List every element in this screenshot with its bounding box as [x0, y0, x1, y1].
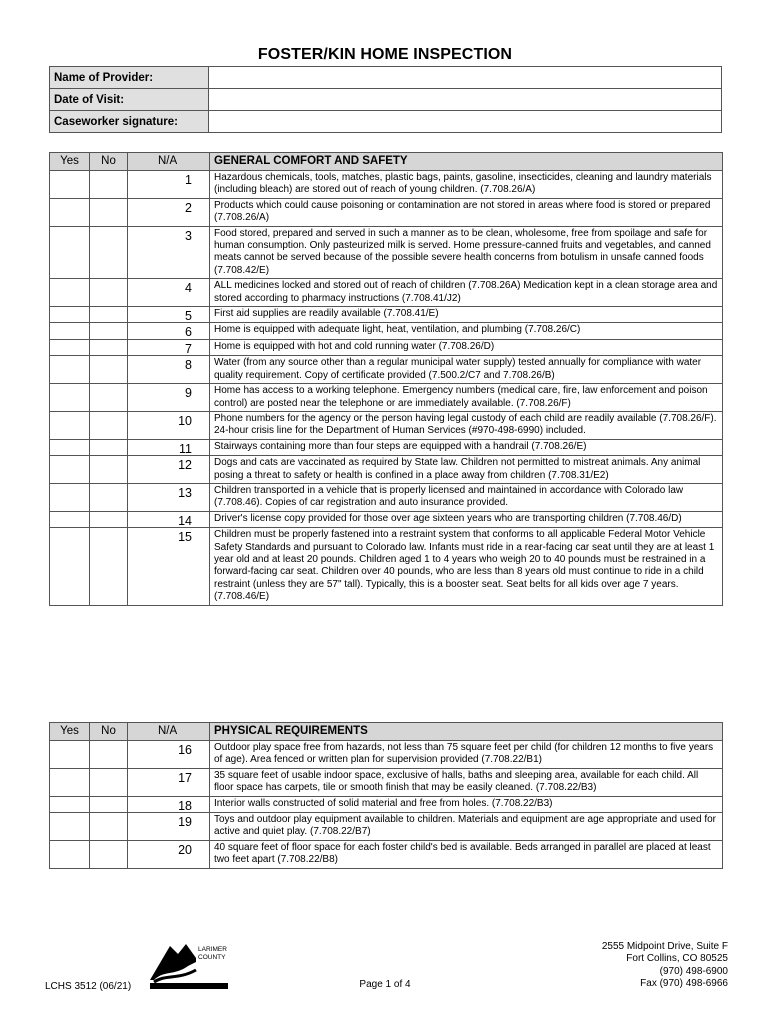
yes-checkbox[interactable]	[50, 456, 90, 484]
yes-checkbox[interactable]	[50, 384, 90, 412]
checklist-row	[50, 384, 723, 412]
yes-checkbox[interactable]	[50, 768, 90, 796]
item-text: Outdoor play space free from hazards, not less than 75 square feet per child (for children 12 months to five years of age). Area fenced or written plan for supervision provided (7.708.22/B1)	[210, 741, 723, 769]
fax-line: Fax (970) 498-6966	[640, 977, 728, 989]
section-heading: GENERAL COMFORT AND SAFETY	[210, 153, 723, 171]
checklist-row	[50, 483, 723, 511]
provider-name-field[interactable]	[209, 67, 722, 89]
item-number[interactable]: 20	[128, 840, 210, 868]
yes-checkbox[interactable]	[50, 796, 90, 812]
no-checkbox[interactable]	[90, 511, 128, 527]
no-checkbox[interactable]	[90, 796, 128, 812]
logo-text-line-1: LARIMER	[198, 946, 227, 953]
no-checkbox[interactable]	[90, 307, 128, 323]
no-checkbox[interactable]	[90, 741, 128, 769]
no-checkbox[interactable]	[90, 323, 128, 339]
phone-line: (970) 498-6900	[659, 965, 728, 977]
item-text: Phone numbers for the agency or the person having legal custody of each child are readily available (7.708.26/F). 24-hour crisis line for the Department of Human Services (#970-498-6990) included.	[210, 411, 723, 439]
item-text: Dogs and cats are vaccinated as required by State law. Children not permitted to mistreat animals. Any animal posing a threat to safety or health is confined in a place away from children (7.708.31/E2)	[210, 456, 723, 484]
na-column-header: N/A	[128, 723, 210, 741]
no-checkbox[interactable]	[90, 813, 128, 841]
item-text: Home has access to a working telephone. Emergency numbers (medical care, fire, law enforcement and poison control) are posted near the telephone or are immediately available. (7.708.26/F)	[210, 384, 723, 412]
yes-checkbox[interactable]	[50, 171, 90, 199]
checklist-row	[50, 226, 723, 279]
item-text: Products which could cause poisoning or contamination are not stored in areas where food is stored or prepared (7.708.26/A)	[210, 198, 723, 226]
checklist-row	[50, 198, 723, 226]
yes-checkbox[interactable]	[50, 279, 90, 307]
item-number[interactable]: 18	[128, 796, 210, 812]
checklist-row	[50, 279, 723, 307]
no-checkbox[interactable]	[90, 171, 128, 199]
yes-checkbox[interactable]	[50, 528, 90, 605]
checklist-row	[50, 323, 723, 339]
yes-column-header: Yes	[50, 723, 90, 741]
no-checkbox[interactable]	[90, 456, 128, 484]
no-checkbox[interactable]	[90, 439, 128, 455]
no-checkbox[interactable]	[90, 384, 128, 412]
na-column-header: N/A	[128, 153, 210, 171]
checklist-row	[50, 813, 723, 841]
no-checkbox[interactable]	[90, 198, 128, 226]
checklist-row	[50, 411, 723, 439]
no-column-header: No	[90, 153, 128, 171]
item-number[interactable]: 16	[128, 741, 210, 769]
item-text: 35 square feet of usable indoor space, exclusive of halls, baths and sleeping area, available for each child. All floor space has carpets, tile or smooth finish that may be easily cleaned. (7.708.22/B3)	[210, 768, 723, 796]
yes-checkbox[interactable]	[50, 226, 90, 279]
item-number[interactable]: 19	[128, 813, 210, 841]
item-number[interactable]: 15	[128, 528, 210, 605]
yes-checkbox[interactable]	[50, 323, 90, 339]
form-id: LCHS 3512 (06/21)	[45, 981, 132, 992]
page-title: FOSTER/KIN HOME INSPECTION	[257, 46, 513, 63]
item-text: Toys and outdoor play equipment available to children. Materials and equipment are age appropriate and used for active and quiet play. (7.708.22/B7)	[210, 813, 723, 841]
general-safety-table	[49, 152, 723, 606]
agency-address	[602, 941, 728, 990]
checklist-row	[50, 439, 723, 455]
yes-column-header: Yes	[50, 153, 90, 171]
checklist-row	[50, 840, 723, 868]
item-text: Children must be properly fastened into a restraint system that conforms to all applicable Federal Motor Vehicle Safety Standards and pursuant to Colorado law. Infants must ride in a rear-facing car seat until they are at least 1 year old and at least 20 pounds. Children aged 1 to 4 years who weigh 20 to 40 pounds must be restrained in a forward-facing car seat. Children over 40 pounds, who are less than 8 years old must continue to ride in a child restraint (unless they are 57" tall). Typically, this is a booster seat. Seat belts for all kids over age 7 years. (7.708.46/E)	[210, 528, 723, 605]
item-number[interactable]: 17	[128, 768, 210, 796]
no-checkbox[interactable]	[90, 483, 128, 511]
no-checkbox[interactable]	[90, 356, 128, 384]
item-text: ALL medicines locked and stored out of reach of children (7.708.26A) Medication kept in a clean storage area and stored according to pharmacy instructions (7.708.41/J2)	[210, 279, 723, 307]
caseworker-signature-field[interactable]	[209, 111, 722, 133]
provider-name-label: Name of Provider:	[50, 67, 209, 89]
visit-date-label: Date of Visit:	[50, 89, 209, 111]
caseworker-signature-label: Caseworker signature:	[50, 111, 209, 133]
yes-checkbox[interactable]	[50, 439, 90, 455]
item-text: Interior walls constructed of solid material and free from holes. (7.708.22/B3)	[210, 796, 723, 812]
item-number[interactable]: 6	[128, 323, 210, 339]
address-line-2: Fort Collins, CO 80525	[626, 953, 728, 965]
yes-checkbox[interactable]	[50, 483, 90, 511]
item-number[interactable]: 14	[128, 511, 210, 527]
checklist-row	[50, 768, 723, 796]
checklist-row	[50, 511, 723, 527]
yes-checkbox[interactable]	[50, 339, 90, 355]
item-number[interactable]: 11	[128, 439, 210, 455]
item-number[interactable]: 9	[128, 384, 210, 412]
checklist-row	[50, 339, 723, 355]
checklist-row	[50, 796, 723, 812]
section-heading: PHYSICAL REQUIREMENTS	[210, 723, 723, 741]
item-text: Water (from any source other than a regular municipal water supply) tested annually for compliance with water quality requirement. Copy of certificate provided (7.500.2/C7 and 7.708.26/B)	[210, 356, 723, 384]
checklist-row	[50, 307, 723, 323]
yes-checkbox[interactable]	[50, 511, 90, 527]
item-text: Stairways containing more than four steps are equipped with a handrail (7.708.26/E)	[210, 439, 723, 455]
item-number[interactable]: 13	[128, 483, 210, 511]
item-number[interactable]: 10	[128, 411, 210, 439]
no-checkbox[interactable]	[90, 528, 128, 605]
no-checkbox[interactable]	[90, 768, 128, 796]
item-number[interactable]: 4	[128, 279, 210, 307]
item-number[interactable]: 5	[128, 307, 210, 323]
no-checkbox[interactable]	[90, 279, 128, 307]
yes-checkbox[interactable]	[50, 411, 90, 439]
item-text: Hazardous chemicals, tools, matches, plastic bags, paints, gasoline, insecticides, cleaning and laundry materials (including bleach) are stored out of reach of young children. (7.708.26/A)	[210, 171, 723, 199]
no-checkbox[interactable]	[90, 339, 128, 355]
item-number[interactable]: 2	[128, 198, 210, 226]
address-line-1: 2555 Midpoint Drive, Suite F	[601, 941, 728, 952]
item-text: Home is equipped with hot and cold running water (7.708.26/D)	[210, 339, 723, 355]
item-number[interactable]: 1	[128, 171, 210, 199]
no-checkbox[interactable]	[90, 411, 128, 439]
checklist-row	[50, 171, 723, 199]
item-number[interactable]: 8	[128, 356, 210, 384]
physical-requirements-table	[49, 722, 723, 869]
item-number[interactable]: 12	[128, 456, 210, 484]
no-checkbox[interactable]	[90, 226, 128, 279]
checklist-row	[50, 528, 723, 605]
item-text: Food stored, prepared and served in such a manner as to be clean, wholesome, free from spoilage and safe for human consumption. Only pasteurized milk is served. Home pressure-canned fruits and vegetables, and canned meats cannot be served because of the possible severe health concerns from botulism in unsafe canned foods (7.708.42/E)	[210, 226, 723, 279]
yes-checkbox[interactable]	[50, 741, 90, 769]
item-text: Home is equipped with adequate light, heat, ventilation, and plumbing (7.708.26/C)	[210, 323, 723, 339]
item-text: Driver's license copy provided for those over age sixteen years who are transporting children (7.708.46/D)	[210, 511, 723, 527]
page-number: Page 1 of 4	[359, 979, 411, 990]
yes-checkbox[interactable]	[50, 198, 90, 226]
yes-checkbox[interactable]	[50, 356, 90, 384]
item-text: Children transported in a vehicle that is properly licensed and maintained in accordance with Colorado law (7.708.46). Copies of car registration and auto insurance provided.	[210, 483, 723, 511]
checklist-row	[50, 741, 723, 769]
item-text: 40 square feet of floor space for each foster child's bed is available. Beds arranged in parallel are placed at least two feet apart (7.708.22/B8)	[210, 840, 723, 868]
header-info-table	[49, 66, 722, 133]
no-column-header: No	[90, 723, 128, 741]
no-checkbox[interactable]	[90, 840, 128, 868]
checklist-row	[50, 456, 723, 484]
item-text: First aid supplies are readily available (7.708.41/E)	[210, 307, 723, 323]
visit-date-field[interactable]	[209, 89, 722, 111]
yes-checkbox[interactable]	[50, 307, 90, 323]
item-number[interactable]: 7	[128, 339, 210, 355]
yes-checkbox[interactable]	[50, 813, 90, 841]
yes-checkbox[interactable]	[50, 840, 90, 868]
item-number[interactable]: 3	[128, 226, 210, 279]
checklist-row	[50, 356, 723, 384]
logo-text-line-2: COUNTY	[198, 954, 226, 961]
